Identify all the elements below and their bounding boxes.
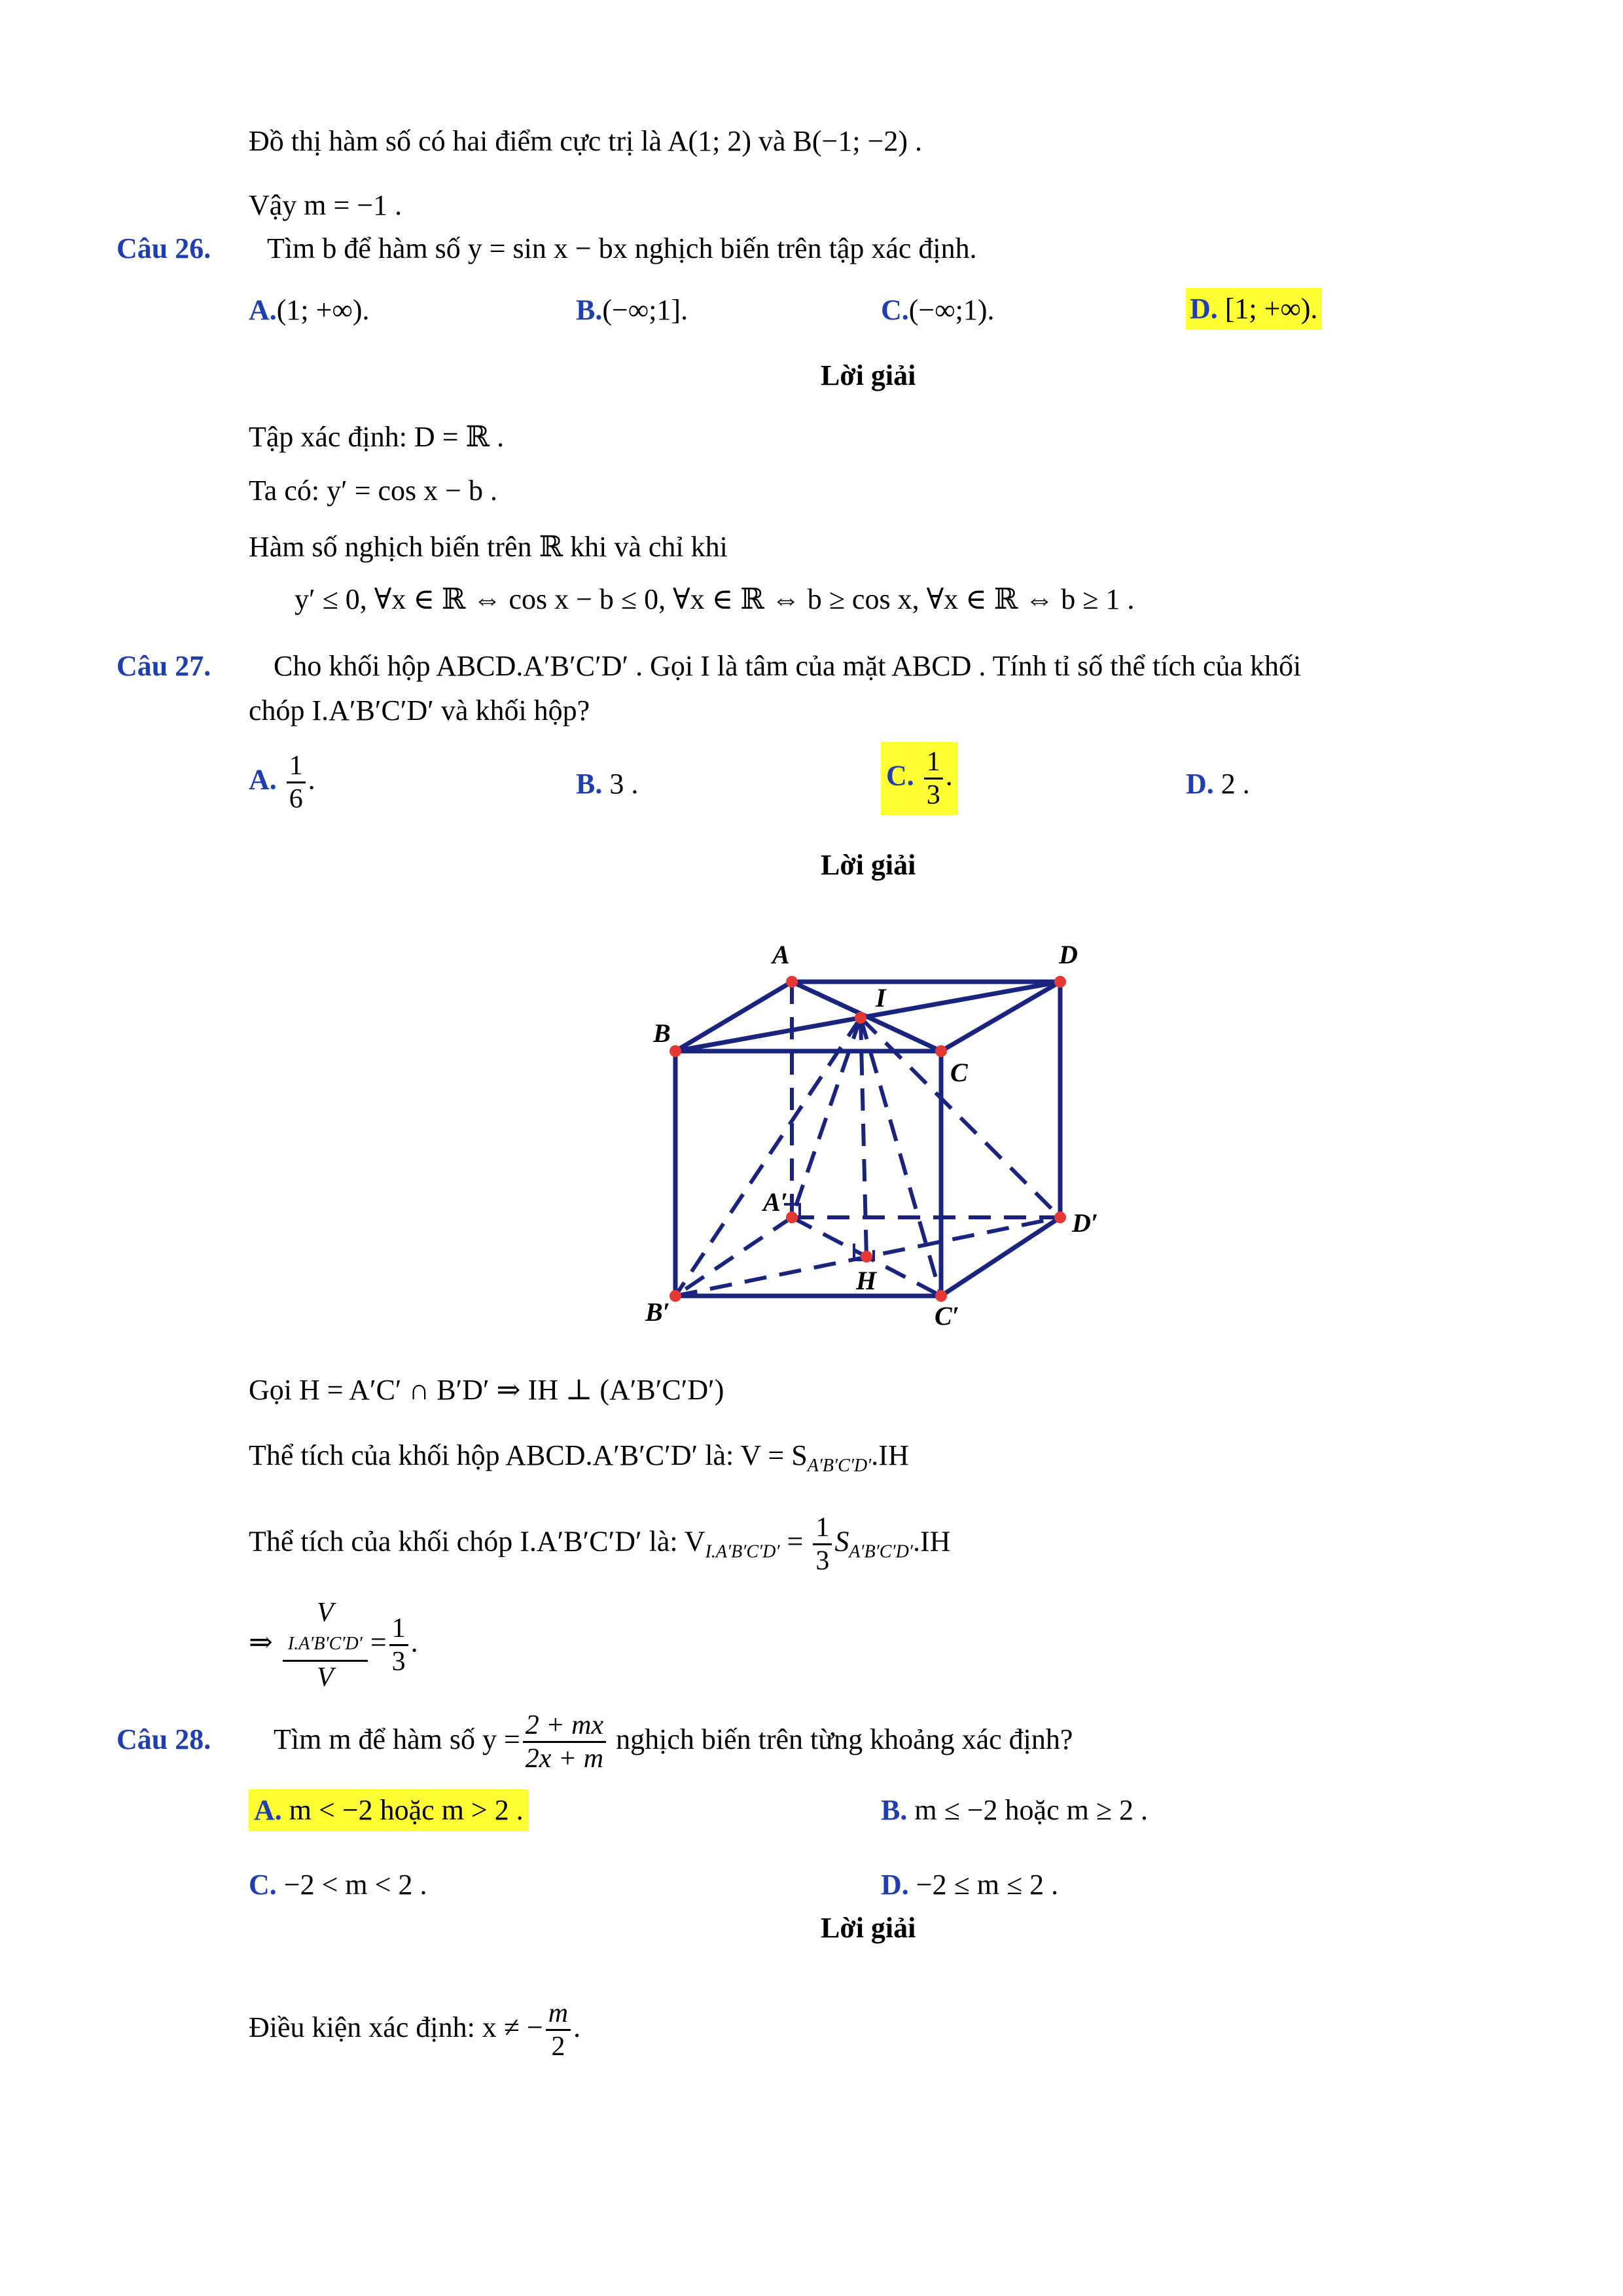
option-value: m ≤ −2 hoặc m ≥ 2 .: [914, 1794, 1148, 1826]
fraction: [924, 746, 943, 811]
q28-sol-line-1: [249, 1990, 580, 2066]
edge-IA1: [792, 1018, 861, 1217]
edge-ID1: [861, 1018, 1060, 1217]
option-value: [1; +∞).: [1224, 293, 1318, 325]
sol4-tail: .: [410, 1626, 418, 1659]
q26-sol-line-4: y′ ≤ 0, ∀x ∈ ℝ ⇔ cos x − b ≤ 0, ∀x ∈ ℝ ⇔ b ≥ cos x, ∀x ∈ ℝ ⇔ b ≥ 1 .: [294, 583, 1135, 615]
fraction: [389, 1613, 408, 1677]
sol3-s: S: [834, 1525, 849, 1558]
option-label: A.: [249, 294, 277, 326]
fraction: [287, 750, 306, 815]
q27-option-c: C. $\frac{1}{3}$ .: [881, 742, 958, 815]
label-B1: B′: [645, 1297, 670, 1327]
sol3-tail: .IH: [912, 1525, 951, 1558]
sol4-num-sub: I.A′B′C′D′: [287, 1634, 363, 1654]
fraction-num: 1: [813, 1512, 832, 1545]
fraction: [546, 1998, 571, 2062]
q28-option-d: [881, 1867, 1058, 1903]
q26-sol-line-2: Ta có: y′ = cos x − b .: [249, 475, 497, 507]
q26-option-c: [881, 292, 995, 329]
option-label: A.: [254, 1794, 282, 1826]
option-value: (−∞;1].: [602, 294, 688, 326]
fraction-den: V: [317, 1662, 334, 1693]
option-label: B.: [881, 1794, 908, 1826]
q28-text: [274, 1702, 1073, 1778]
point-D: [1054, 976, 1066, 988]
intro-line-1: Đồ thị hàm số có hai điểm cực trị là A(1; 2) và B(−1; −2) .: [249, 125, 923, 157]
fraction-den: 6: [289, 784, 303, 814]
fraction-num: 2 + mx: [523, 1710, 606, 1743]
fraction-num: [283, 1597, 368, 1662]
q28-label: Câu 28.: [116, 1723, 211, 1755]
q26-sol-line-3: Hàm số nghịch biến trên ℝ khi và chỉ khi: [249, 531, 728, 563]
sol3-text: Thể tích của khối chóp I.A′B′C′D′ là: V: [249, 1525, 705, 1558]
option-value: 3 .: [609, 768, 639, 800]
option-label: B.: [576, 294, 603, 326]
sol3-sub2: A′B′C′D′: [849, 1541, 913, 1562]
fraction-den: 3: [815, 1546, 830, 1576]
q26-sol-line-1: Tập xác định: D = ℝ .: [249, 421, 505, 453]
q27-sol-line-3: [249, 1512, 950, 1577]
fraction-num: 1: [924, 746, 943, 780]
option-label: C.: [886, 759, 914, 792]
label-C1: C′: [935, 1301, 959, 1331]
q27-sol-line-2: [249, 1437, 909, 1484]
q26-text: Tìm b để hàm số y = sin x − bx nghịch biến trên tập xác định.: [267, 232, 977, 264]
sol4-num: V: [317, 1598, 334, 1628]
q27-option-a: A. $\frac{1}{6}$ .: [249, 751, 315, 814]
point-C1: [935, 1290, 947, 1302]
fraction-num: 1: [389, 1613, 408, 1646]
option-value: 2 .: [1221, 768, 1250, 800]
q28-option-c: [249, 1867, 427, 1903]
fraction-num: m: [546, 1998, 571, 2031]
label-B: B: [653, 1018, 671, 1048]
point-I: [855, 1012, 866, 1024]
point-C: [935, 1045, 947, 1057]
label-I: I: [876, 983, 886, 1013]
option-label: B.: [576, 768, 603, 800]
option-label: A.: [249, 763, 277, 796]
q27-sol-line-1: Gọi H = A′C′ ∩ B′D′ ⇒ IH ⊥ (A′B′C′D′): [249, 1374, 724, 1406]
edge-IH: [861, 1018, 866, 1257]
q28-text-pre: Tìm m để hàm số y =: [274, 1723, 520, 1755]
fraction-den: 2: [551, 2032, 565, 2062]
sol3-eq: =: [779, 1525, 811, 1558]
option-label: D.: [1186, 768, 1214, 800]
fraction-den: 3: [926, 780, 940, 810]
sol4-pre: ⇒: [249, 1626, 273, 1659]
point-B1: [669, 1290, 681, 1302]
option-value: (−∞;1).: [908, 294, 995, 326]
fraction: [283, 1597, 368, 1693]
option-value: −2 ≤ m ≤ 2 .: [916, 1869, 1059, 1901]
point-A: [786, 976, 798, 988]
label-D: D: [1059, 940, 1078, 969]
sol3-sub: I.A′B′C′D′: [705, 1541, 780, 1562]
option-value: m < −2 hoặc m > 2 .: [289, 1794, 524, 1826]
q28-option-b: [881, 1792, 1148, 1829]
q26-label: Câu 26.: [116, 232, 211, 264]
fraction: [813, 1512, 832, 1577]
q27-label: Câu 27.: [116, 650, 211, 682]
label-D1: D′: [1072, 1208, 1099, 1238]
option-label: C.: [249, 1869, 277, 1901]
q28-sol-tail: .: [573, 2011, 581, 2043]
parallelepiped-figure: [628, 929, 1126, 1335]
option-value: (1; +∞).: [276, 294, 370, 326]
label-A: A: [772, 940, 790, 969]
q28-solution-title: Lời giải: [821, 1912, 916, 1944]
q28-sol-pre: Điều kiện xác định: x ≠ −: [249, 2011, 543, 2043]
label-H: H: [856, 1266, 877, 1295]
fraction-num: 1: [287, 750, 306, 783]
sol2-sub: A′B′C′D′: [807, 1456, 872, 1476]
option-label: D.: [881, 1869, 909, 1901]
option-value: −2 < m < 2 .: [283, 1869, 427, 1901]
point-H: [861, 1251, 872, 1263]
q27-text-2: chóp I.A′B′C′D′ và khối hộp?: [249, 694, 590, 726]
q28-option-a: [249, 1789, 529, 1831]
q27-sol-line-4: [249, 1597, 418, 1693]
point-D1: [1054, 1211, 1066, 1223]
q26-option-a: [249, 292, 370, 329]
option-label: C.: [881, 294, 909, 326]
point-B: [669, 1045, 681, 1057]
sol4-eq: =: [370, 1626, 387, 1659]
intro-line-2: Vậy m = −1 .: [249, 189, 402, 221]
q26-option-b: [576, 292, 688, 329]
sol2-text: Thể tích của khối hộp ABCD.A′B′C′D′ là: V = S: [249, 1439, 808, 1471]
sol2-tail: .IH: [871, 1439, 909, 1471]
q26-option-d: [1186, 288, 1322, 330]
q28-text-post: nghịch biến trên từng khoảng xác định?: [609, 1723, 1073, 1755]
q27-option-d: [1186, 766, 1250, 802]
q27-solution-title: Lời giải: [821, 849, 916, 881]
option-label: D.: [1190, 293, 1218, 325]
fraction-den: 3: [391, 1647, 406, 1677]
edge-IB1: [675, 1018, 861, 1296]
edge-A1B1: [675, 1217, 792, 1296]
q26-solution-title: Lời giải: [821, 359, 916, 391]
fraction: [523, 1710, 606, 1774]
q27-text-1: Cho khối hộp ABCD.A′B′C′D′ . Gọi I là tâm của mặt ABCD . Tính tỉ số thể tích của khối: [274, 650, 1302, 682]
fraction-den: 2x + m: [525, 1744, 604, 1774]
label-C: C: [950, 1058, 968, 1087]
label-A1: A′: [763, 1187, 788, 1217]
q27-option-b: [576, 766, 638, 802]
